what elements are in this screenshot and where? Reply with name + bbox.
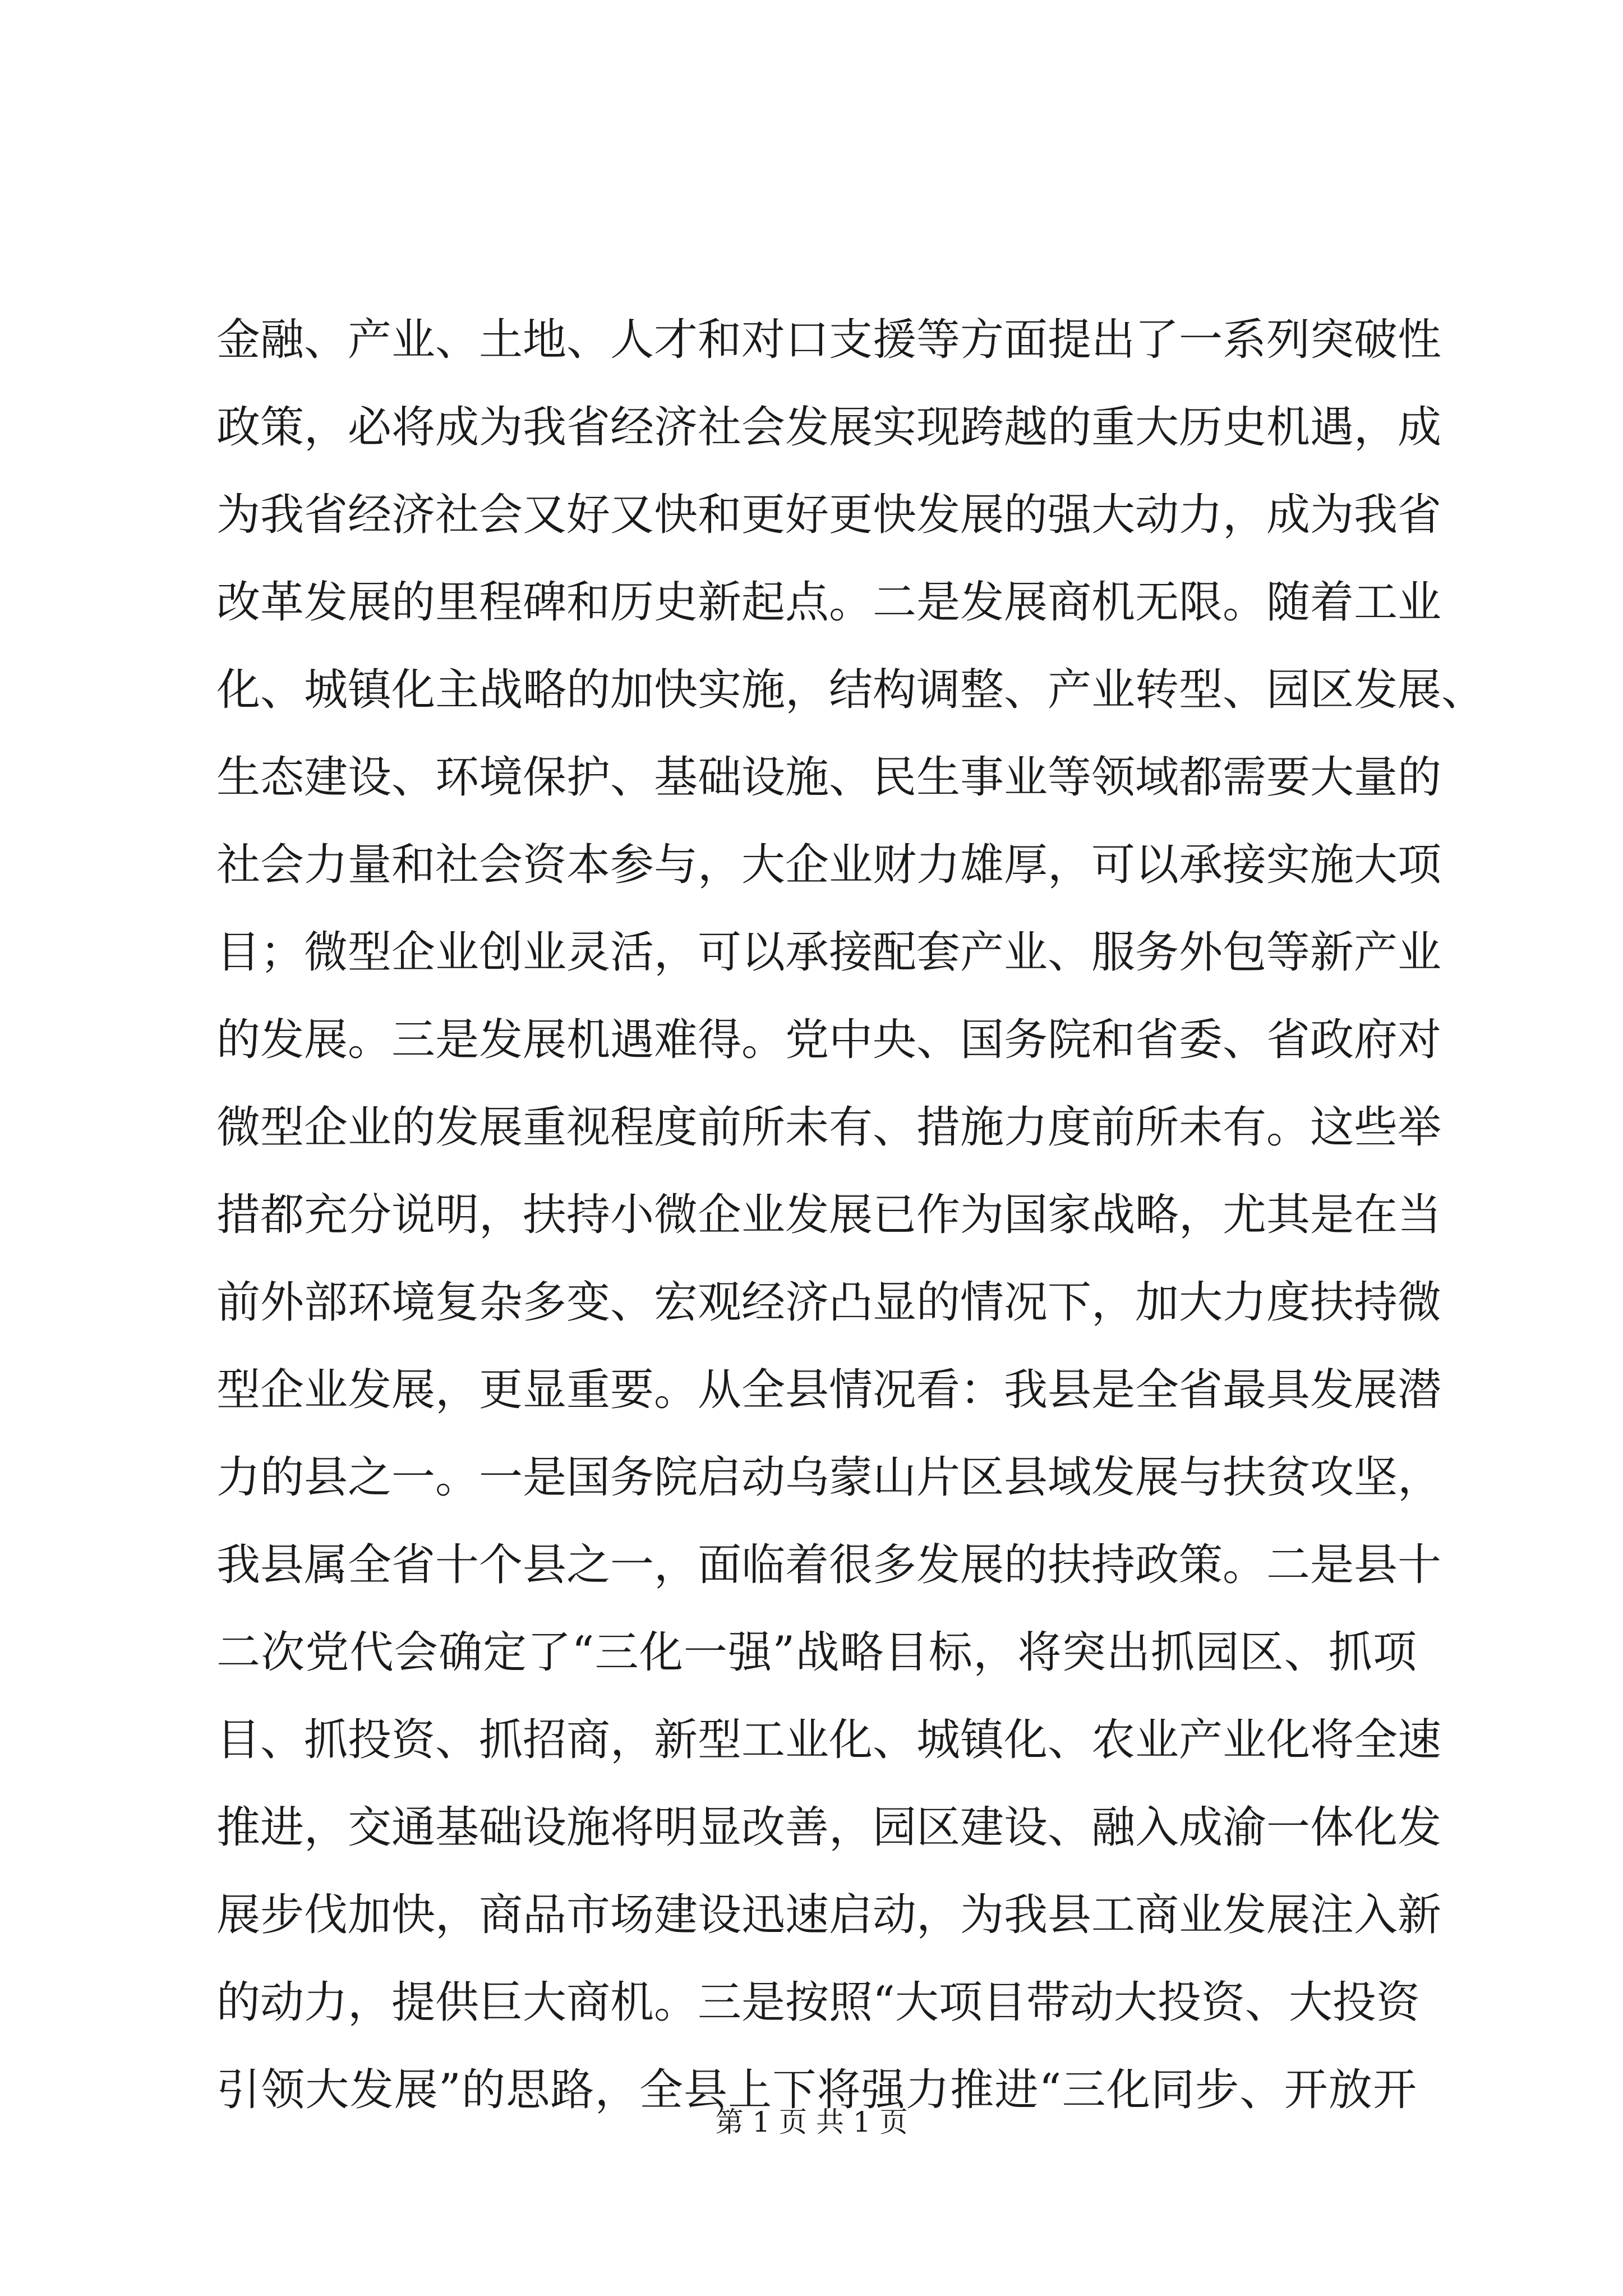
text-line-13: 型企业发展，更显重要。从全县情况看：我县是全省最具发展潜	[216, 1365, 1442, 1415]
text-line-10: 微型企业的发展重视程度前所未有、措施力度前所未有。这些举	[216, 1102, 1442, 1153]
text-line-9: 的发展。三是发展机遇难得。党中央、国务院和省委、省政府对	[216, 1015, 1442, 1065]
text-line-14: 力的县之一。一是国务院启动乌蒙山片区县域发展与扶贫攻坚，	[216, 1452, 1442, 1503]
text-line-5: 化、城镇化主战略的加快实施，结构调整、产业转型、园区发展、	[216, 665, 1486, 715]
text-line-4: 改革发展的里程碑和历史新起点。二是发展商机无限。随着工业	[216, 577, 1442, 628]
text-line-19: 展步伐加快，商品市场建设迅速启动，为我县工商业发展注入新	[216, 1890, 1442, 1940]
text-line-11: 措都充分说明，扶持小微企业发展已作为国家战略，尤其是在当	[216, 1190, 1442, 1240]
text-line-20: 的动力，提供巨大商机。三是按照“大项目带动大投资、大投资	[216, 1977, 1420, 2028]
text-line-16: 二次党代会确定了“三化一强”战略目标，将突出抓园区、抓项	[216, 1627, 1417, 1678]
text-line-2: 政策，必将成为我省经济社会发展实现跨越的重大历史机遇，成	[216, 402, 1442, 453]
text-line-17: 目、抓投资、抓招商，新型工业化、城镇化、农业产业化将全速	[216, 1715, 1442, 1765]
text-line-1: 金融、产业、土地、人才和对口支援等方面提出了一系列突破性	[216, 315, 1442, 365]
text-line-6: 生态建设、环境保护、基础设施、民生事业等领域都需要大量的	[216, 752, 1442, 803]
text-line-21: 引领大发展”的思路，全县上下将强力推进“三化同步、开放开	[216, 2065, 1417, 2115]
body-text	[216, 296, 1486, 2134]
page-number-label: 第 1 页 共 1 页	[715, 2106, 908, 2138]
text-line-8: 目；微型企业创业灵活，可以承接配套产业、服务外包等新产业	[216, 927, 1442, 978]
text-line-15: 我县属全省十个县之一，面临着很多发展的扶持政策。二是县十	[216, 1540, 1442, 1590]
text-line-7: 社会力量和社会资本参与，大企业财力雄厚，可以承接实施大项	[216, 840, 1442, 890]
text-line-12: 前外部环境复杂多变、宏观经济凸显的情况下，加大力度扶持微	[216, 1277, 1442, 1328]
page-footer	[0, 2102, 1623, 2142]
text-line-3: 为我省经济社会又好又快和更好更快发展的强大动力，成为我省	[216, 490, 1442, 540]
text-line-18: 推进，交通基础设施将明显改善，园区建设、融入成渝一体化发	[216, 1802, 1442, 1853]
